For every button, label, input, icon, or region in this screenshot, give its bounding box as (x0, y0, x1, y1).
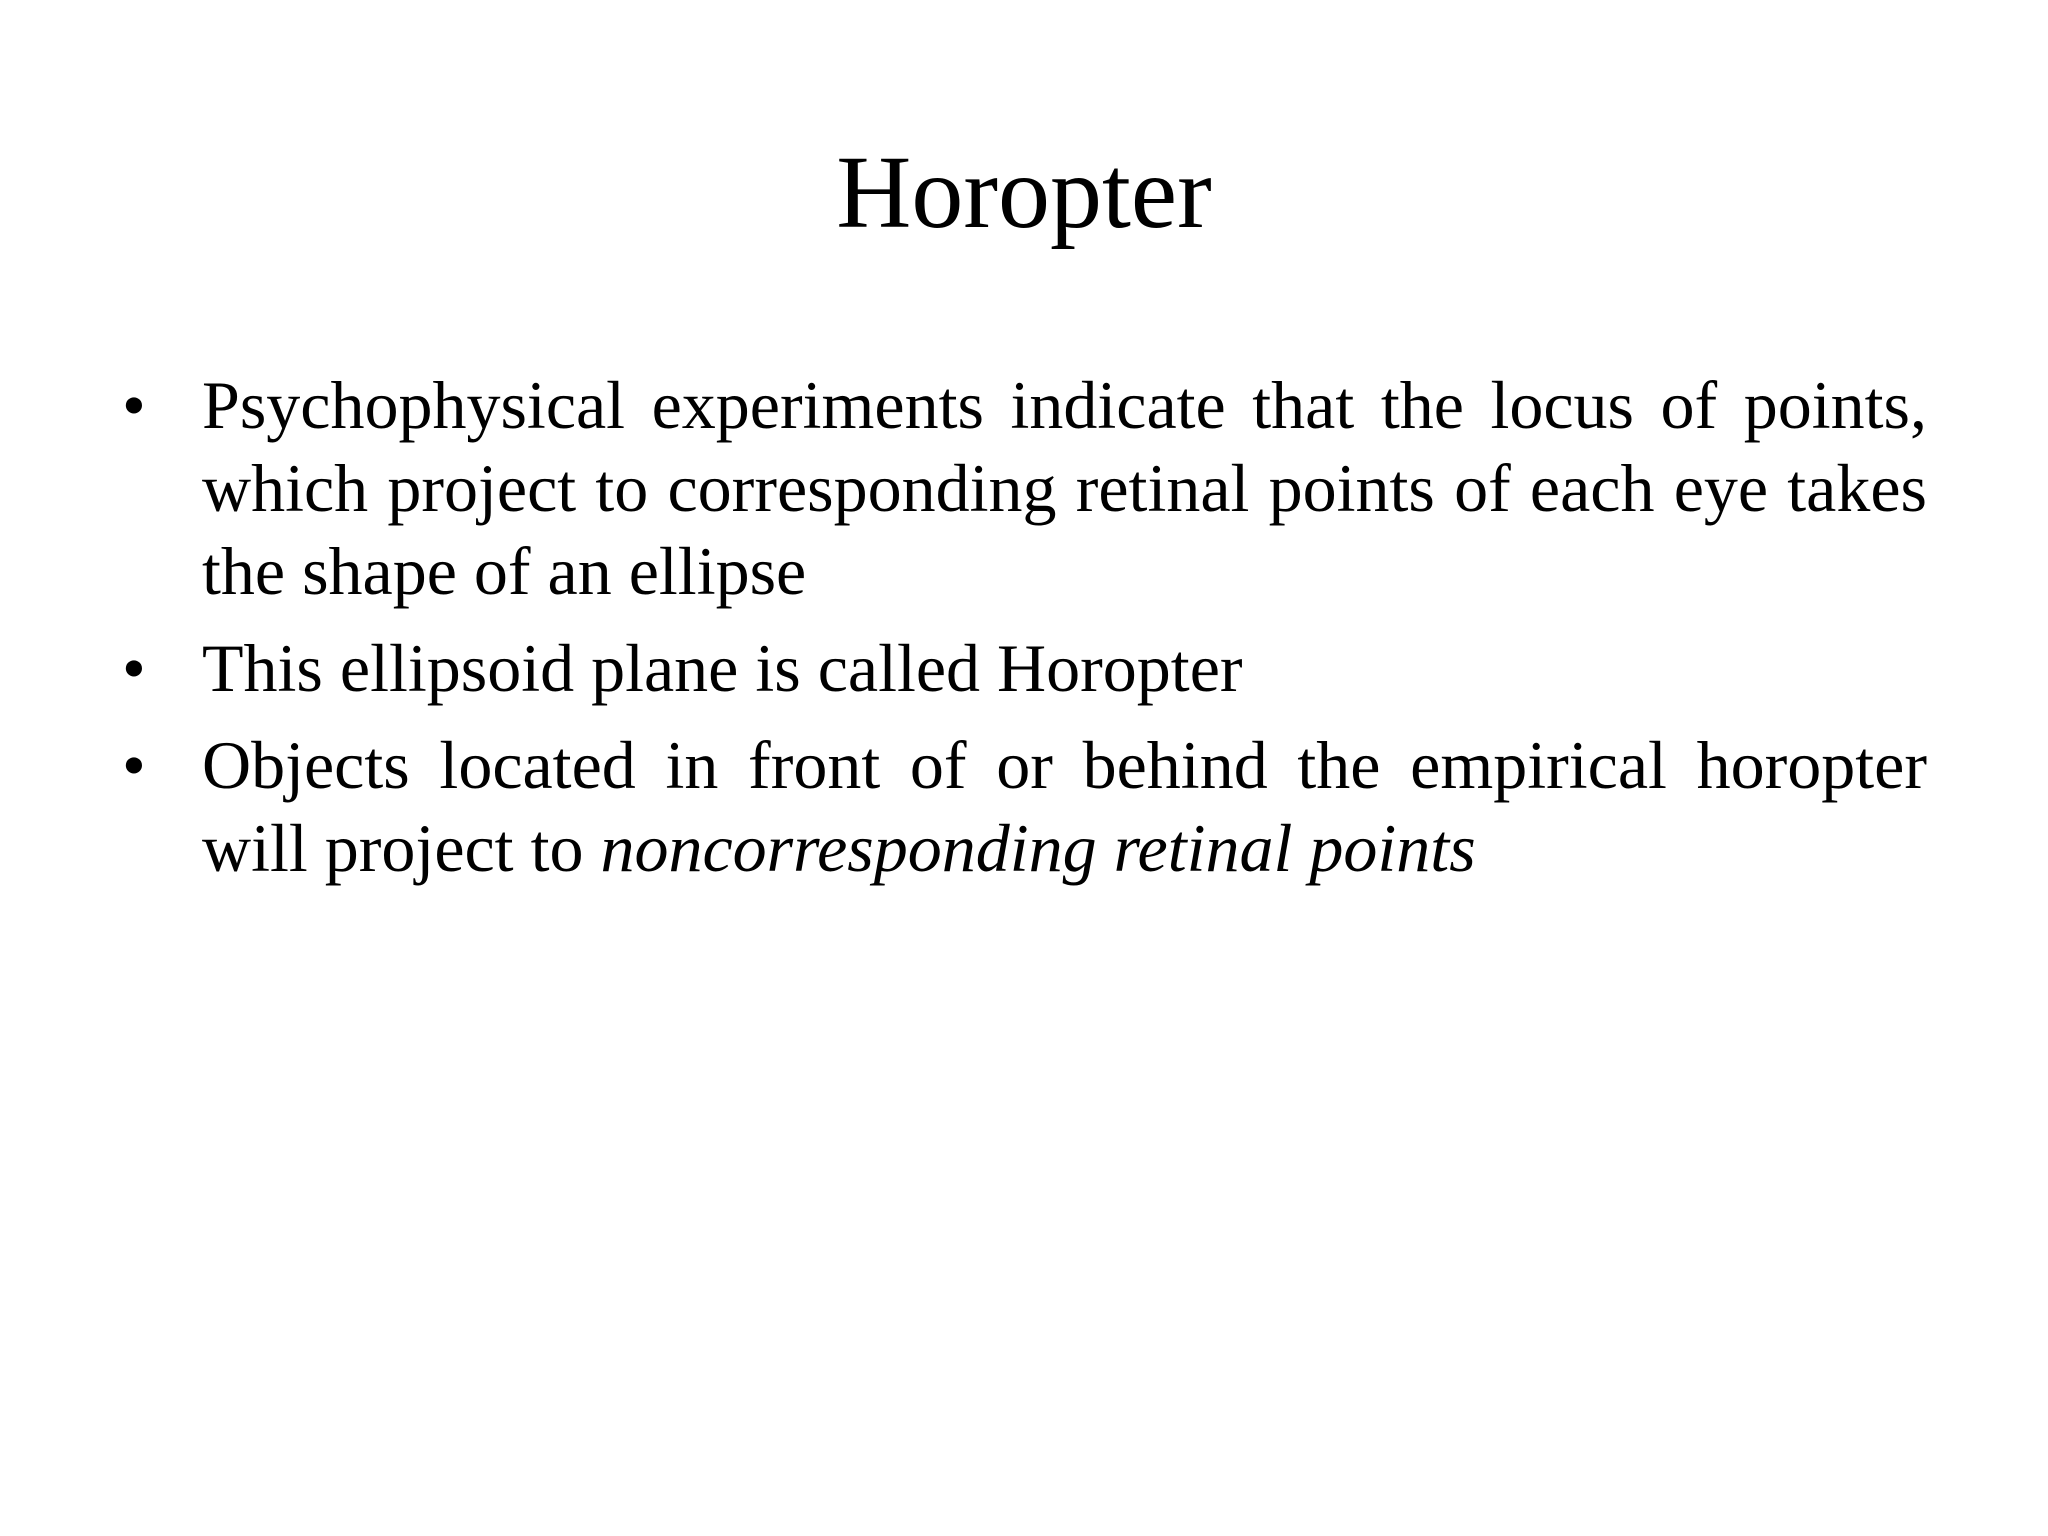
bullet-text-plain: Objects located in front of or behind the empirical horopter will project to (202, 727, 1927, 886)
bullet-item (122, 627, 1927, 710)
bullet-text: This ellipsoid plane is called Horopter (202, 630, 1243, 706)
bullet-text (202, 724, 1927, 890)
bullet-item (122, 724, 1927, 890)
bullet-marker: • (122, 630, 146, 706)
bullet-list (122, 364, 1927, 904)
bullet-marker: • (122, 727, 146, 803)
bullet-item (122, 364, 1927, 613)
bullet-text-italic: noncorresponding retinal points (600, 810, 1476, 886)
bullet-marker: • (122, 367, 146, 443)
bullet-text: Psychophysical experiments indicate that the locus of points, which project to corresponding retinal points of each eye takes the shape of an ellipse (202, 367, 1927, 609)
slide-title: Horopter (836, 135, 1212, 250)
